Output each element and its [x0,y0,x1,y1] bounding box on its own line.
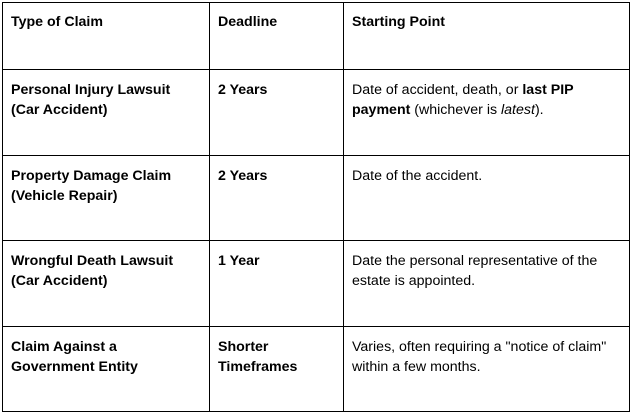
starting-point-cell [344,70,630,156]
deadline-line2: Timeframes [218,358,298,375]
starting-point-cell: Varies, often requiring a "notice of claim" within a few months. [344,326,630,412]
table-header-row [3,3,630,70]
starting-point-text-mid: (whichever is [410,102,502,118]
deadline-cell [210,155,344,241]
header-deadline: Deadline [210,3,344,70]
deadline-line1: 2 Years [218,82,268,98]
claim-type-line2: Government Entity [11,358,138,375]
deadline-line1: 1 Year [218,253,260,270]
table-row [3,241,630,327]
claim-type-cell [3,241,210,327]
deadline-cell [210,241,344,327]
deadline-line1: 2 Years [218,167,268,184]
starting-point-cell: Date the personal representative of the estate is appointed. [344,241,630,327]
starting-point-cell: Date of the accident. [344,155,630,241]
table-row [3,326,630,412]
deadline-line1: Shorter [218,338,269,355]
claim-type-line1: Personal Injury Lawsuit [11,82,171,98]
starting-point-italic: latest [501,102,535,118]
claim-type-line1: Property Damage Claim [11,167,172,184]
header-starting-point: Starting Point [344,3,630,70]
claim-type-cell [3,155,210,241]
deadline-cell [210,70,344,156]
starting-point-bold: last PIP payment [352,82,574,118]
starting-point-text-post: ). [534,102,544,118]
claim-type-line1: Wrongful Death Lawsuit [11,253,174,270]
claim-type-line2: (Car Accident) [11,273,108,290]
header-type-of-claim: Type of Claim [3,3,210,70]
starting-point-text-pre: Date of accident, death, or [352,82,523,98]
statute-of-limitations-table [2,2,630,412]
table-row [3,70,630,156]
deadline-cell [210,326,344,412]
claim-type-line2: (Vehicle Repair) [11,187,118,204]
claim-type-line1: Claim Against a [11,338,117,355]
table-row [3,155,630,241]
claim-type-cell [3,70,210,156]
claim-type-cell [3,326,210,412]
claim-type-line2: (Car Accident) [11,102,108,118]
